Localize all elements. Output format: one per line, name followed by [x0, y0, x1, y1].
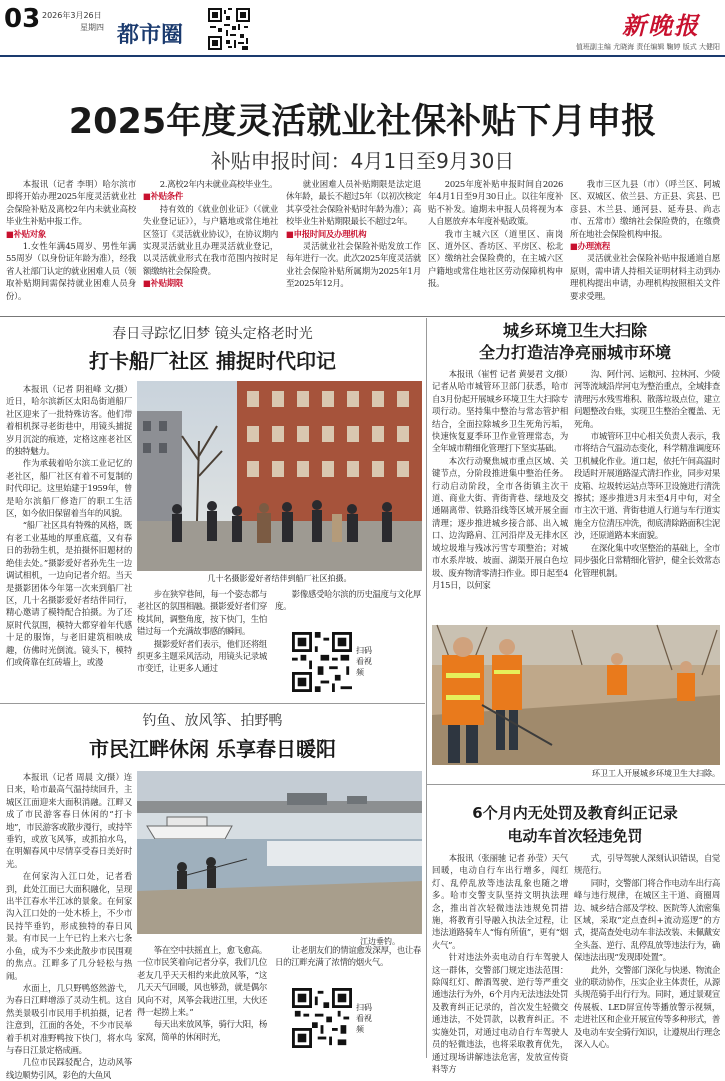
- lead-c4-p1: 2025年度补贴申报时间自2026年4月1日至9月30日止。以往年度补贴不补发。逾期未申报人员将视为本人自愿放弃本年度补贴政策。: [428, 179, 563, 227]
- lead-c2-p2: 持有效的《就业创业证》（《就业失业登记证》），与户籍地或常住地社区签订《灵活就业协议》，在协议期内实现灵活就业且办理灵活就业登记，以灵活就业形式在我市范围内按时足额缴纳社会保险费。: [143, 203, 278, 276]
- a3-photo-caption: 环卫工人开展城乡环境卫生大扫除。: [592, 769, 720, 778]
- header-qr-code[interactable]: [208, 8, 250, 50]
- lead-c3-p2: 灵活就业社会保险补贴发放工作每年进行一次。此次2025年度灵活就业社会保险补贴所属期为2025年1月至2025年12月。: [286, 241, 421, 289]
- a1-photo-shipyard: [137, 381, 422, 571]
- lead-c5-h1: ■办理流程: [570, 241, 610, 252]
- a4-c2-p1: 式，引导驾驶人深刻认识错误，自觉规范行。: [574, 853, 720, 876]
- a1-headline: 打卡船厂社区 捕捉时代印记: [89, 349, 336, 373]
- a1-c1-p2: 作为承载着哈尔滨工业记忆的老社区，船厂社区有着不可复制的时代印记。这里始建于1959年，曾是哈尔滨船厂修造厂的职工生活区，如今依旧保留着当年的风貌。: [6, 458, 132, 519]
- lead-c1-p2: 1.女性年满45周岁、男性年满55周岁（以身份证年龄为准），经我省人社部门认定的就业困难人员（领取补贴期间需保持就业困难人员身份）。: [6, 241, 136, 301]
- lead-c5-p2: 灵活就业社会保险补贴申报通道自愿原则，需申请人持相关证明材料主动到办理机构提出申请，办理机构按照相关文件要求受理。: [570, 253, 720, 301]
- a1-bottom-col-1: [137, 588, 267, 713]
- a3-headline-line-2: 全力打造洁净亮丽城市环境: [478, 343, 671, 362]
- a3-c2-p3: 在深化集中攻坚整治的基础上，全市同步强化日常精细化管护，健全长效常态化管理机制。: [574, 542, 720, 578]
- a2-b-p2: 每天出来放风筝，骑行大阳，杨家窝，简单的休闲时光，: [137, 1019, 267, 1042]
- newspaper-logo: 新晚报: [622, 11, 700, 40]
- lead-column-4: [428, 178, 563, 313]
- a4-column-2: [574, 852, 720, 1059]
- a4-c1-p1: 本报讯（张丽驰 记者 孙莹）天气回暖，电动自行车出行增多，闯红灯、乱停乱放等违法乱象也随之增多。哈市交警支队坚持文明执法理念，推出首次轻微违法违规免罚措施，将教育引导融入执法全过程，让违法道路骑车人“悔有所值”，更有“烟火气”。: [432, 853, 568, 950]
- a1-video-qr-code[interactable]: [292, 632, 352, 692]
- a4-c1-p2: 针对违法外卖电动自行车驾驶人这一群体，交警部门规定违法范围：除闯红灯、醉酒驾驶、逆行等严重交通违法行为外，6个月内无法违法处罚及教育纠正记录的，首次发生轻微交通违法，不处罚款，以教育纠正。不实施处罚，对通过电动自行车驾驶人员的轻微违法，也将采取教育优先，通过现场讲解违法危害，发放宣传资料等方: [432, 952, 568, 1074]
- a1-b-p1: 步在狭窄巷间，每一个姿态都与老社区的氛围相融。摄影爱好者们穿梭其间，调整角度，按下快门，生怕错过每一个充满故事感的瞬间。: [137, 589, 267, 637]
- a1-b-p2: 摄影爱好者们表示，他们还将组织更多主题采风活动，用镜头记录城市变迁，让更多人通过: [137, 638, 267, 674]
- a1-c1-p1: 本报讯（记者 阴祖峰 文/摄）近日，哈尔滨新区太阳岛街道船厂社区迎来了一批特殊访客。他们带着相机探寻老街巷中，用镜头捕捉岁月沉淀的痕迹，定格这座老社区的独特魅力。: [6, 384, 132, 457]
- a2-video-qr-code[interactable]: [292, 988, 352, 1048]
- lead-c1-h1: ■补贴对象: [6, 228, 46, 239]
- a2-c1-p2: 在何家沟入江口处，记者看到，此处江面已大面积融化，呈现出半江春水半江冰的景象。在何家沟入江口处的一处木桥上，不少市民持竿垂钓，形成独特的春日风景。有市民一上午已钓上来六七条小鱼，成为不少来此散步市民围观的焦点。江畔多了几分轻松与热闹。: [6, 871, 132, 981]
- a2-scan-label: 扫码看视频: [356, 1003, 372, 1034]
- a1-scan-label: 扫码看视频: [356, 646, 372, 677]
- page-header: [0, 0, 725, 62]
- lead-c2-h1: ■补贴条件: [143, 191, 183, 202]
- lead-c4-p2: 我市主城六区（道里区、南岗区、道外区、香坊区、平房区、松北区）缴纳社会保险费的，在主城六区户籍地或常住地社区劳动保障机构申报。: [428, 228, 563, 289]
- lead-c2-p1: 2.离校2年内未就业高校毕业生。: [159, 179, 278, 189]
- header-rule: [0, 55, 725, 57]
- a3-column-1: [432, 368, 568, 618]
- a4-headline-line-1: 6个月内无处罚及教育纠正记录: [472, 804, 678, 822]
- a4-column-1: [432, 852, 568, 1074]
- vertical-divider: [426, 318, 427, 1058]
- lead-column-2: [143, 178, 278, 313]
- a2-bottom-col-2: [275, 944, 421, 984]
- a1-kicker: 春日寻踪忆旧梦 镜头定格老时光: [112, 326, 313, 342]
- a2-c1-p3: 水面上，几只野鸭悠然游弋，为春日江畔增添了灵动生机。这自然美景吸引市民用手机拍摄，记者注意到，江面的各处，不少市民举着手机对准野鸭按下快门，将水鸟与春日江景定格成画。: [6, 982, 132, 1055]
- a3-c2-p2: 市城管环卫中心相关负责人表示，我市将结合气温动态变化，科学精准调度环卫机械化作业。道口起，依托午间高温时段适时开展道路湿式清扫作业，同步对果皮箱、垃圾转运站点等环卫设施进行清洗擦拭；逐步推进3月末至4月中旬，对全市主次干道、背街巷道人行道与车行道实施全方位清压冲洗，彻底清除路面积尘泥沙，还原道路本来面貌。: [574, 431, 720, 541]
- lead-column-1: [6, 178, 136, 313]
- lead-c3-p1: 就业困难人员补贴期限是法定退休年龄，最长不超过5年（以初次核定其享受社会保险补贴时年龄为准）；高校毕业生补贴期限最长不超过2年。: [286, 179, 421, 227]
- lead-column-5: [570, 178, 720, 313]
- a3-bottom-rule: [427, 784, 725, 785]
- a2-photo-river: [137, 771, 422, 934]
- a3-photo-workers: [432, 625, 720, 765]
- a2-c1-p4: 几位市民踩驳配合，边动风筝线边顺势引风，彩色的大鱼风: [6, 1057, 132, 1080]
- lead-subheadline: 补贴申报时间：4月1日至9月30日: [210, 149, 515, 173]
- lead-column-3: [286, 178, 421, 313]
- lead-c1-p1: 本报讯（记者 李明）哈尔滨市即将开始办理2025年度灵活就业社会保险补贴及离校2年内未就业高校毕业生补贴申报工作。: [6, 179, 136, 227]
- lead-c5-p1: 我市三区九县（市）（呼兰区、阿城区、双城区、依兰县、方正县、宾县、巴彦县、木兰县、通河县、延寿县、尚志市、五常市）缴纳社会保险费的，在缴费所在地社会保险机构申报。: [570, 179, 720, 239]
- a4-c2-p2: 同时，交警部门将合作电动车出行高峰与违行规律，在城区主干道、商圈周边、城乡结合部及学校、医院等人流密集区域，采取“定点查纠+流动巡逻”的方式，提高查处电动车非法改装、未佩戴安全头盔、逆行、乱停乱放等违法行为，确保违法出现“发现即处置”。: [574, 877, 720, 963]
- a2-b-p1: 筝在空中扶摇直上，愈飞愈高。一位市民笑着向记者分享，我们几位老友几乎天天相约来此放风筝，“这几天天气回暖，风也够劲，就是偶尔风向不对，风筝会栽进江里，大伙还得一起捞上来。”: [137, 945, 267, 1018]
- a2-photo-caption: 江边垂钓。: [360, 937, 400, 946]
- a2-c1-p1: 本报讯（记者 周晨 文/摄）连日来，哈市最高气温持续回升，主城区江面迎来大面积消融。江畔又成了市民游客春日休闲的“打卡地”，市民游客或散步漫行，或持竿垂钓，或放飞风筝，或抓拍水鸟，在明媚春风中尽情享受春日美好时光。: [6, 772, 132, 869]
- staff-credits: 值班副主编 尤晓海 责任编辑 鞠婷 版式 大健阳: [575, 43, 720, 51]
- page-number: 03: [4, 4, 41, 34]
- lead-c2-h2: ■补贴期限: [143, 278, 183, 289]
- a4-c2-p3: 此外，交警部门深化与快递、物流企业的联动协作，压实企业主体责任，从源头规范骑手出行行为。同时，通过景观宣传展板、LED屏宣传等播放警示视频，走进社区和企业开展宣传等多种形式，普及电动车安全骑行知识，让遵规出行理念深入人心。: [574, 964, 720, 1050]
- date: 2026年3月26日: [42, 11, 102, 20]
- a1-bottom-col-2: [275, 588, 421, 628]
- weekday: 星期四: [80, 23, 104, 32]
- a3-c1-p2: 本次行动聚焦城市重点区域、关键节点，分阶段推进集中整治任务。行动启动阶段，全市各街镇主次干道、商业大街、背街背巷、绿地及交通隔离带、铁路沿线等区域开展全面清理；逐步推进城乡接合部、出入城口、边沟路肩、江河沿岸及无排水区域垃圾堆与残冰污雪专项整治；对城市水系岸坡、坡面、湖渠开展白色垃圾、废弃物清零清扫作业。即日起至4月15日，以何家: [432, 455, 568, 590]
- a3-column-2: [574, 368, 720, 618]
- a4-headline-line-2: 电动车首次轻违免罚: [507, 827, 643, 845]
- a2-column-1: [6, 771, 132, 1080]
- lead-headline: 2025年度灵活就业社保补贴下月申报: [68, 102, 657, 142]
- lead-bottom-rule: [0, 316, 725, 317]
- a3-c2-p1: 沟、阿什河、运粮河、拉林河、少陵河等流域沿岸河屯为整治重点，全域排查清理污水残雪堆积、散落垃圾点位，建立问题整改台账，实现卫生整治全覆盖、无死角。: [574, 369, 720, 429]
- section-title: 都市圈: [117, 23, 184, 48]
- a3-c1-p1: 本报讯（崔哲 记者 黄晏君 文/摄）记者从哈市城管环卫部门获悉，哈市自3月份起开展城乡环境卫生大扫除专项行动。坚持集中整治与常态管护相结合，全面拉除城乡卫生死角污垢，快速恢复夏季环卫作业管理常态，为全年城市精细化管理打下坚实基础。: [432, 369, 568, 454]
- a2-kicker: 钓鱼、放风筝、拍野鸭: [142, 713, 283, 729]
- a2-b-p3: 让老朋友们的情谊愈发深厚，也让春日的江畔充满了浓情的烟火气。: [275, 945, 421, 968]
- a3-headline-line-1: 城乡环境卫生大扫除: [502, 321, 647, 340]
- a1-photo-caption: 几十名摄影爱好者结伴到船厂社区拍摄。: [207, 574, 352, 583]
- a2-headline: 市民江畔休闲 乐享春日暖阳: [89, 737, 336, 761]
- a2-bottom-col-1: [137, 944, 267, 1059]
- a1-b-p3: 影像感受哈尔滨的历史温度与文化厚度。: [275, 589, 421, 612]
- a1-c1-p3: “船厂社区具有特殊的风格，既有老工业基地的厚重底蕴，又有春日的勃勃生机，是拍摄怀旧题材的绝佳去处。”摄影爱好者孙先生一边调试相机，一边向记者介绍。当天是摄影团体今年第一次来到船厂社区，几十名摄影爱好者结伴同行，精心邀请了模特配合拍摄。为了还原时代氛围，模特大都穿着年代感十足的服饰，与老旧建筑相映成趣，仿佛时光倒流。镜头下，模特们或倚靠在红砖墙上，或漫: [6, 520, 132, 667]
- lead-c3-h1: ■申报时间及办理机构: [286, 228, 367, 239]
- a1-bottom-rule: [0, 703, 425, 704]
